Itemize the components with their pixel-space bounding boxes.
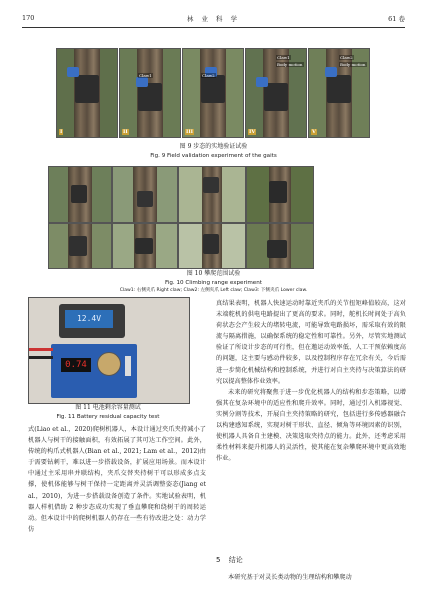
claw-label: Claw1 (139, 73, 152, 78)
gripper-claw (325, 67, 337, 77)
battery-board (51, 344, 137, 398)
claw-label: Claw1 (277, 55, 290, 60)
journal-name: 林 业 科 学 (186, 15, 241, 23)
gripper-claw (136, 77, 148, 87)
robot-body (138, 83, 162, 111)
panel-numeral: III (186, 129, 194, 135)
section-number: 5 (216, 556, 221, 564)
fig9-caption-cn: 图 9 步态的实地验证试验 (179, 143, 248, 150)
claw-label: Claw2 (202, 73, 215, 78)
fig11-photo (28, 297, 190, 404)
fig10-caption-cn: 图 10 攀爬范围试验 (186, 270, 241, 277)
conclusion-text (216, 572, 406, 583)
fig10-photo-2 (112, 166, 178, 223)
panel-numeral: IV (249, 129, 256, 135)
page-number: 170 (22, 14, 35, 22)
paragraph: 式(Liao et al.，2020)爬树机器人，本设计通过夹爪夹持减小了机器人与树干的接触面积，有效拓展了其可达工作空间。此外，传统的构爪式机器人(Bian et al., 2021; Lam et al.，2012)由于需要钻刺干，难以进一步搭载设备，扩展应用场景。而本设计中通过主采用串并联结构，夹爪交替夹持树干可以形成多点支撑，使机体能够与树干保持一定距离并灵活调整姿态(Jiang et al.，2010)，为进一步搭载设备创造了条件。实地试验表明，机器人样机借助 2 种步态成功实现了垂直攀爬和绕树干的周转运动。但本设计中的爬树机器人仍存在一些有待改进之处：动力学仿 (28, 426, 206, 533)
fig10-photo-6 (112, 223, 178, 269)
panel-numeral: V (312, 129, 316, 135)
volume-label: 61 卷 (388, 15, 405, 23)
paragraph: 未来的研究将聚焦于进一步优化机器人的结构和步态策略，以增强其在复杂环境中的适应性和爬升效率。同时，通过引入机器视觉、实例分割等技术，开展自主夹持策略的研究，包括进行多传感器融合以构建感知系统，实现对树干形状、直径、倾角等环境因素的识别，使机器人具备自主建模、决策选取夹持点的能力。此外，还考虑采用柔性材料来提升机器人的灵活性，使其能在复杂攀爬环境中更高效地作业。 (216, 388, 406, 463)
claw-label: Body motion (340, 62, 366, 67)
fig9-panel (56, 48, 118, 138)
robot-body (201, 75, 225, 103)
lcd-display: 12.4V (65, 310, 113, 328)
paragraph: 本研究基于对灵长类动物的生理结构和攀爬动 (228, 574, 352, 581)
section-heading (216, 555, 243, 565)
robot-body (75, 75, 99, 103)
led-display: 0.74 (61, 358, 91, 372)
robot-body (327, 75, 351, 103)
gripper-claw (67, 67, 79, 77)
section-title: 结论 (228, 556, 243, 564)
left-column (28, 424, 206, 535)
panel-numeral: I (60, 129, 63, 135)
gripper-claw (256, 77, 268, 87)
fig9-panel (182, 48, 244, 138)
fig10-photo-4 (246, 166, 314, 223)
panel-numeral: II (123, 129, 128, 135)
voltage-meter (59, 304, 125, 338)
header-rule (22, 27, 405, 28)
black-wire (29, 356, 53, 359)
fig9-panel (245, 48, 307, 138)
claw-label: Body motion (277, 62, 303, 67)
fig10-photo-3 (178, 166, 246, 223)
fig10-photo-8 (246, 223, 314, 269)
fig9-panel (119, 48, 181, 138)
fig9-caption-en: Fig. 9 Field validation experiment of the gaits (150, 153, 277, 159)
fig10-caption-en: Fig. 10 Climbing range experiment (165, 280, 262, 286)
right-column (216, 298, 406, 464)
robot-body (264, 83, 288, 111)
fig10-legend: Claw1: 右侧夹爪 Right claw; Claw2: 左侧夹爪 Left claw; Claw3: 下侧夹爪 Lower claw. (119, 288, 308, 293)
fig10-photo-7 (178, 223, 246, 269)
fig11-caption-cn: 图 11 电池剩余容量测试 (75, 404, 141, 411)
fig11-caption-en: Fig. 11 Battery residual capacity test (56, 414, 160, 420)
inductor-coil (97, 352, 121, 376)
claw-label: Claw2 (340, 55, 353, 60)
paragraph: 真结果表明，机器人快速运动时靠近夹爪的关节扭矩峰值较高，这对末端舵机的供电电路提出了更高的要求。同时，舵机长时间处于高负荷状态会产生较大的堵转电流，可能导致电路损坏，需采取有效的限流与隔离措施，以确保系统的稳定性和可靠性。另外，尽管实地测试验证了所设计步态的可行性，但在邀运动效率低、人工干预依赖度高的问题，这主要与感动件较多，以及控制程序存在冗余有关，今后需进一步简化机械结构和控制系统，并进行对自主夹持与决策算法的研究以提高整体作业效率。 (216, 300, 406, 385)
connector (125, 356, 131, 376)
fig9-panel (308, 48, 370, 138)
fig10-photo-5 (48, 223, 112, 269)
red-wire (29, 348, 53, 351)
running-header (22, 14, 405, 26)
fig10-photo-1 (48, 166, 112, 223)
